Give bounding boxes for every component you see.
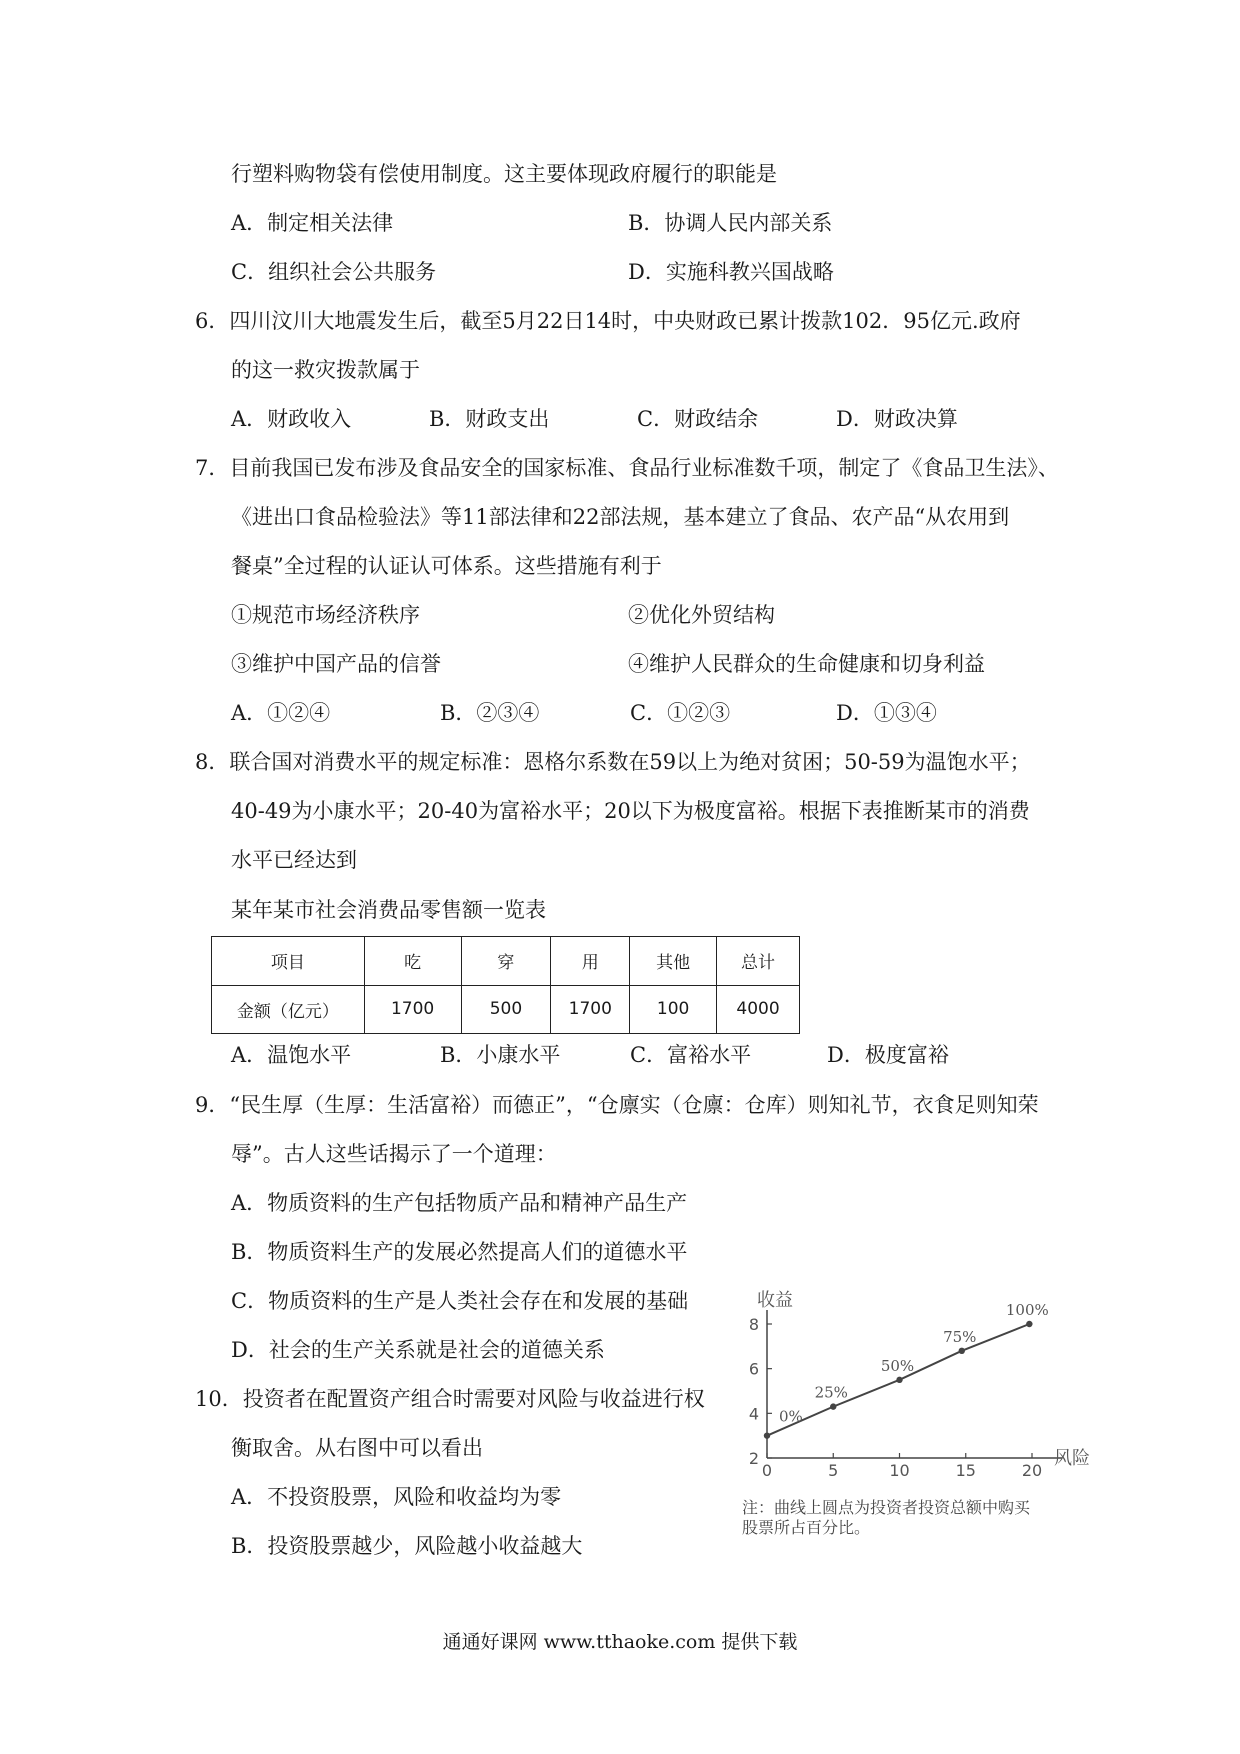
- table-cell: 100: [630, 985, 717, 1034]
- table-cell: 1700: [364, 985, 461, 1034]
- x-tick-label: 20: [1021, 1461, 1043, 1480]
- q7-option-c: C．①②③: [630, 701, 731, 725]
- data-point: [959, 1348, 965, 1354]
- table-header-cell: 总计: [717, 937, 800, 986]
- q7-stem-line2: 《进出口食品检验法》等11部法律和22部法规，基本建立了食品、农产品“从农用到: [231, 505, 1010, 529]
- q9-stem-line2: 辱”。古人这些话揭示了一个道理：: [231, 1142, 557, 1166]
- q10-stem-line2: 衡取舍。从右图中可以看出: [231, 1436, 483, 1460]
- data-label: 25%: [814, 1383, 848, 1402]
- table-header-cell: 穿: [461, 937, 551, 986]
- page-footer: 通通好课网 www.tthaoke.com 提供下载: [442, 1631, 798, 1653]
- table-cell: 500: [461, 985, 551, 1034]
- y-tick-label: 8: [748, 1315, 759, 1334]
- chart-note-line1: 注：曲线上圆点为投资者投资总额中购买: [742, 1498, 1031, 1517]
- q6-option-b: B．财政支出: [429, 407, 550, 431]
- data-point: [830, 1403, 836, 1409]
- chart-note-line2: 股票所占百分比。: [742, 1518, 871, 1537]
- y-axis-title: 收益: [757, 1290, 793, 1311]
- q5-option-d: D．实施科教兴国战略: [628, 260, 834, 284]
- q8-option-a: A．温饱水平: [231, 1043, 352, 1067]
- y-tick-label: 2: [748, 1449, 759, 1468]
- q8-stem-line3: 水平已经达到: [231, 848, 357, 872]
- q7-stem-line3: 餐桌”全过程的认证认可体系。这些措施有利于: [231, 554, 662, 578]
- q7-option-b: B．②③④: [440, 701, 540, 725]
- x-tick-label: 0: [761, 1461, 773, 1480]
- q7-item-3: ③维护中国产品的信誉: [231, 652, 441, 676]
- q7-item-4: ④维护人民群众的生命健康和切身利益: [628, 652, 985, 676]
- data-label: 100%: [1005, 1301, 1049, 1319]
- data-point: [1026, 1321, 1032, 1327]
- table-header-cell: 其他: [630, 937, 717, 986]
- table-row: [212, 985, 800, 1034]
- q10-option-b: B．投资股票越少，风险越小收益越大: [231, 1534, 583, 1558]
- x-tick-label: 10: [889, 1461, 910, 1480]
- q9-option-d: D．社会的生产关系就是社会的道德关系: [231, 1338, 605, 1362]
- q7-stem-line1: 7．目前我国已发布涉及食品安全的国家标准、食品行业标准数千项，制定了《食品卫生法》、: [195, 456, 1059, 480]
- y-tick-label: 6: [748, 1359, 759, 1379]
- table-header-cell: 用: [551, 937, 630, 986]
- table-header-cell: 吃: [364, 937, 461, 986]
- q9-option-a: A．物质资料的生产包括物质产品和精神产品生产: [231, 1191, 688, 1215]
- data-label: 0%: [779, 1407, 803, 1426]
- x-tick-label: 15: [955, 1461, 976, 1480]
- q8-stem-line2: 40-49为小康水平；20-40为富裕水平；20以下为极度富裕。根据下表推断某市的消费: [231, 799, 1030, 823]
- risk-return-chart: [735, 1290, 1145, 1498]
- q6-stem-line1: 6．四川汶川大地震发生后，截至5月22日14时，中央财政已累计拨款102．95亿元.政府: [195, 309, 1021, 333]
- table-cell: 1700: [551, 985, 630, 1034]
- data-label: 50%: [880, 1356, 915, 1375]
- q6-stem-line2: 的这一救灾拨款属于: [231, 358, 420, 382]
- retail-sales-table: [211, 936, 800, 1034]
- table-cell: 4000: [717, 985, 800, 1034]
- q5-continuation: 行塑料购物袋有偿使用制度。这主要体现政府履行的职能是: [231, 162, 777, 186]
- table-header-cell: 项目: [212, 937, 365, 986]
- q8-option-c: C．富裕水平: [630, 1043, 752, 1067]
- q5-option-c: C．组织社会公共服务: [231, 260, 437, 284]
- q6-option-c: C．财政结余: [637, 407, 759, 431]
- x-axis-title: 风险: [1054, 1448, 1090, 1469]
- table-cell: 金额（亿元）: [212, 985, 365, 1034]
- data-label: 75%: [943, 1327, 977, 1346]
- q10-option-a: A．不投资股票，风险和收益均为零: [231, 1485, 562, 1509]
- table-header-row: [212, 937, 800, 986]
- q8-option-b: B．小康水平: [440, 1043, 561, 1067]
- x-tick-label: 5: [828, 1461, 839, 1480]
- q8-stem-line1: 8．联合国对消费水平的规定标准：恩格尔系数在59以上为绝对贫困；50-59为温饱水平；: [195, 750, 1031, 774]
- q6-option-a: A．财政收入: [231, 407, 352, 431]
- data-point: [896, 1377, 902, 1383]
- data-point: [764, 1432, 770, 1438]
- q5-option-a: A．制定相关法律: [231, 211, 394, 235]
- q8-option-d: D．极度富裕: [827, 1043, 949, 1067]
- q6-option-d: D．财政决算: [836, 407, 958, 431]
- y-tick-label: 4: [748, 1404, 759, 1424]
- q9-stem-line1: 9．“民生厚（生厚：生活富裕）而德正”，“仓廪实（仓廪：仓库）则知礼节，衣食足则知荣: [195, 1093, 1039, 1117]
- q7-item-1: ①规范市场经济秩序: [231, 603, 420, 627]
- q5-option-b: B．协调人民内部关系: [628, 211, 833, 235]
- q10-stem-line1: 10．投资者在配置资产组合时需要对风险与收益进行权: [195, 1387, 705, 1411]
- q7-option-d: D．①③④: [836, 701, 937, 725]
- q7-item-2: ②优化外贸结构: [628, 603, 775, 627]
- q9-option-c: C．物质资料的生产是人类社会存在和发展的基础: [231, 1289, 689, 1313]
- q7-option-a: A．①②④: [231, 701, 331, 725]
- q9-option-b: B．物质资料生产的发展必然提高人们的道德水平: [231, 1240, 688, 1264]
- q8-table-title: 某年某市社会消费品零售额一览表: [231, 898, 546, 922]
